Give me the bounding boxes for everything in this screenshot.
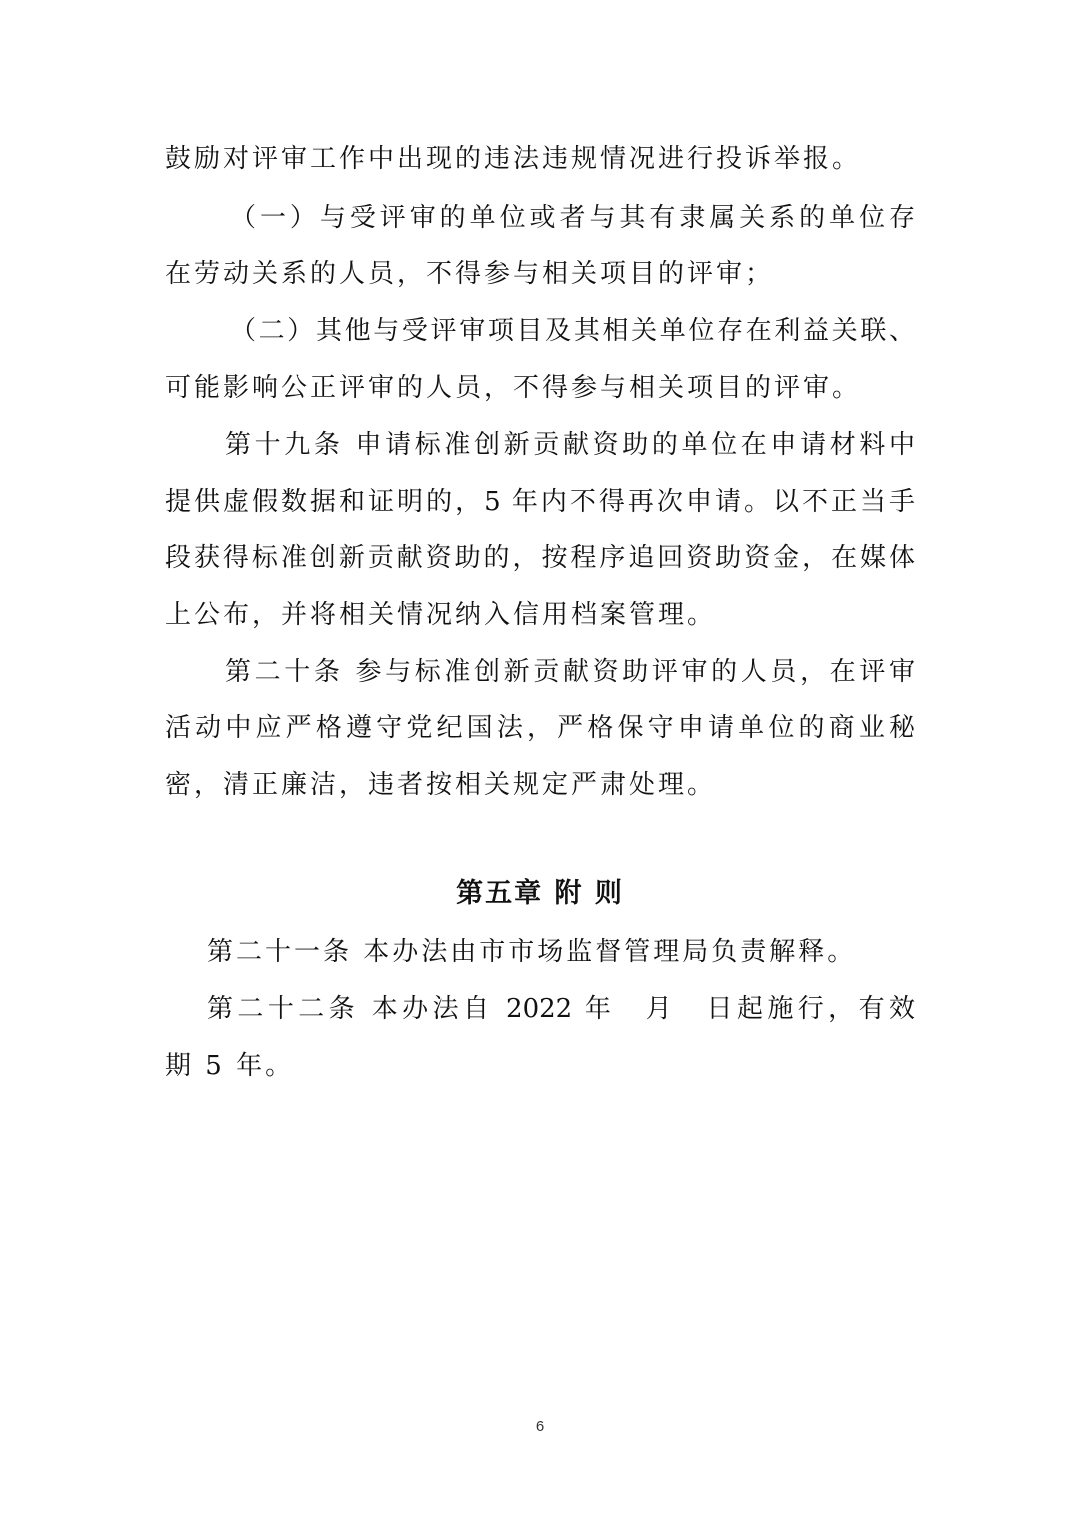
- chapter-heading: 第五章 附 则: [456, 878, 624, 909]
- paragraph-line: 提供虚假数据和证明的，5 年内不得再次申请。以不正当手: [165, 487, 915, 517]
- paragraph-line: 密，清正廉洁，违者按相关规定严肃处理。: [165, 770, 717, 800]
- paragraph-line: 活动中应严格遵守党纪国法，严格保守申请单位的商业秘: [165, 713, 915, 743]
- paragraph-line: 期 5 年。: [165, 1051, 295, 1081]
- paragraph-line: 上公布，并将相关情况纳入信用档案管理。: [165, 600, 717, 630]
- article-20-heading-line: 第二十条 参与标准创新贡献资助评审的人员，在评审: [225, 657, 915, 687]
- article-22-line: 第二十二条 本办法自 2022 年 月 日起施行，有效: [207, 994, 915, 1024]
- paragraph-line: 鼓励对评审工作中出现的违法违规情况进行投诉举报。: [165, 144, 862, 174]
- page-number: 6: [535, 1418, 545, 1435]
- paragraph-line: （二）其他与受评审项目及其相关单位存在利益关联、: [230, 316, 915, 346]
- article-21-line: 第二十一条 本办法由市市场监督管理局负责解释。: [207, 937, 857, 967]
- paragraph-line: 段获得标准创新贡献资助的，按程序追回资助资金，在媒体: [165, 543, 915, 573]
- paragraph-line: 在劳动关系的人员，不得参与相关项目的评审；: [165, 259, 775, 289]
- paragraph-line: （一）与受评审的单位或者与其有隶属关系的单位存: [230, 203, 915, 233]
- article-19-heading-line: 第十九条 申请标准创新贡献资助的单位在申请材料中: [225, 430, 915, 460]
- paragraph-line: 可能影响公正评审的人员，不得参与相关项目的评审。: [165, 373, 862, 403]
